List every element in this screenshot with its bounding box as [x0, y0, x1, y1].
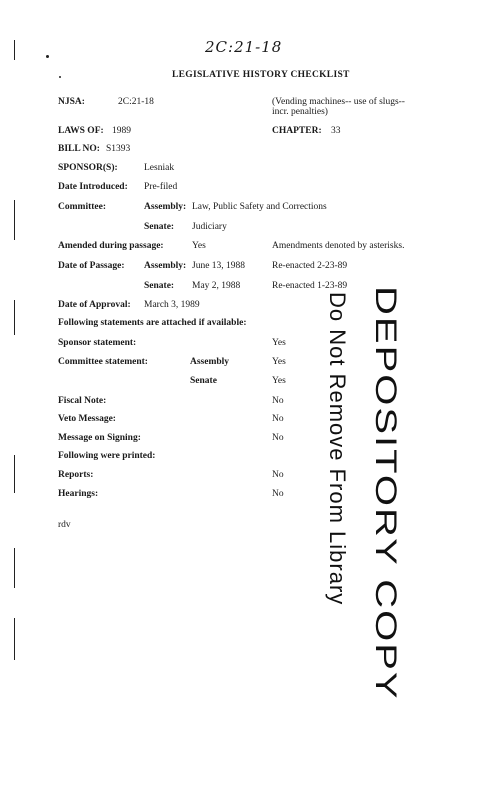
committee-label: Committee: — [58, 202, 107, 212]
committee-statement-senate-label: Senate — [190, 376, 217, 386]
committee-statement-label: Committee statement: — [58, 357, 148, 367]
signing-message-value: No — [272, 433, 284, 443]
njsa-label: NJSA: — [58, 97, 85, 107]
passage-senate-label: Senate: — [144, 281, 175, 291]
bill-no-label: BILL NO: — [58, 144, 100, 154]
approval-label: Date of Approval: — [58, 300, 131, 310]
depository-stamp-title: DEPOSITORY COPY — [369, 286, 402, 701]
committee-assembly-value: Law, Public Safety and Corrections — [192, 202, 327, 212]
laws-of-value: 1989 — [112, 126, 131, 136]
reports-label: Reports: — [58, 470, 94, 480]
margin-mark — [14, 618, 15, 660]
sponsor-statement-value: Yes — [272, 338, 286, 348]
margin-mark — [14, 455, 15, 493]
committee-senate-label: Senate: — [144, 222, 175, 232]
njsa-note-line1: (Vending machines-- use of slugs-- — [272, 97, 405, 107]
sponsor-statement-label: Sponsor statement: — [58, 338, 137, 348]
passage-label: Date of Passage: — [58, 261, 125, 271]
amended-label: Amended during passage: — [58, 241, 164, 251]
page-title: LEGISLATIVE HISTORY CHECKLIST — [172, 70, 350, 80]
committee-statement-senate-value: Yes — [272, 376, 286, 386]
margin-mark — [14, 548, 15, 588]
passage-senate-note: Re-enacted 1-23-89 — [272, 281, 348, 291]
margin-dot — [59, 76, 61, 78]
depository-stamp-subtitle: Do Not Remove From Library — [325, 292, 350, 606]
sponsor-label: SPONSOR(S): — [58, 163, 118, 173]
date-introduced-label: Date Introduced: — [58, 182, 128, 192]
committee-assembly-label: Assembly: — [144, 202, 187, 212]
fiscal-note-value: No — [272, 396, 284, 406]
njsa-note-line2: incr. penalties) — [272, 107, 328, 117]
fiscal-note-label: Fiscal Note: — [58, 396, 107, 406]
committee-senate-value: Judiciary — [192, 222, 227, 232]
passage-senate-date: May 2, 1988 — [192, 281, 241, 291]
margin-mark — [14, 300, 15, 335]
veto-message-label: Veto Message: — [58, 414, 116, 424]
committee-statement-assembly-label: Assembly — [190, 357, 230, 367]
handwritten-reference: 2C:21-18 — [205, 38, 283, 56]
laws-of-label: LAWS OF: — [58, 126, 104, 136]
veto-message-value: No — [272, 414, 284, 424]
attached-heading: Following statements are attached if available: — [58, 318, 247, 328]
amended-note: Amendments denoted by asterisks. — [272, 241, 405, 251]
margin-mark — [14, 200, 15, 240]
passage-assembly-label: Assembly: — [144, 261, 187, 271]
njsa-value: 2C:21-18 — [118, 97, 154, 107]
hearings-label: Hearings: — [58, 489, 99, 499]
printed-heading: Following were printed: — [58, 451, 156, 461]
passage-assembly-date: June 13, 1988 — [192, 261, 246, 271]
date-introduced-value: Pre-filed — [144, 182, 178, 192]
chapter-label: CHAPTER: — [272, 126, 322, 136]
chapter-value: 33 — [331, 126, 341, 136]
committee-statement-assembly-value: Yes — [272, 357, 286, 367]
margin-dot — [46, 55, 49, 58]
hearings-value: No — [272, 489, 284, 499]
reports-value: No — [272, 470, 284, 480]
bill-no-value: S1393 — [106, 144, 131, 154]
initials: rdv — [58, 520, 71, 530]
signing-message-label: Message on Signing: — [58, 433, 141, 443]
passage-assembly-note: Re-enacted 2-23-89 — [272, 261, 348, 271]
amended-value: Yes — [192, 241, 206, 251]
approval-value: March 3, 1989 — [144, 300, 200, 310]
margin-mark — [14, 40, 15, 60]
sponsor-value: Lesniak — [144, 163, 175, 173]
